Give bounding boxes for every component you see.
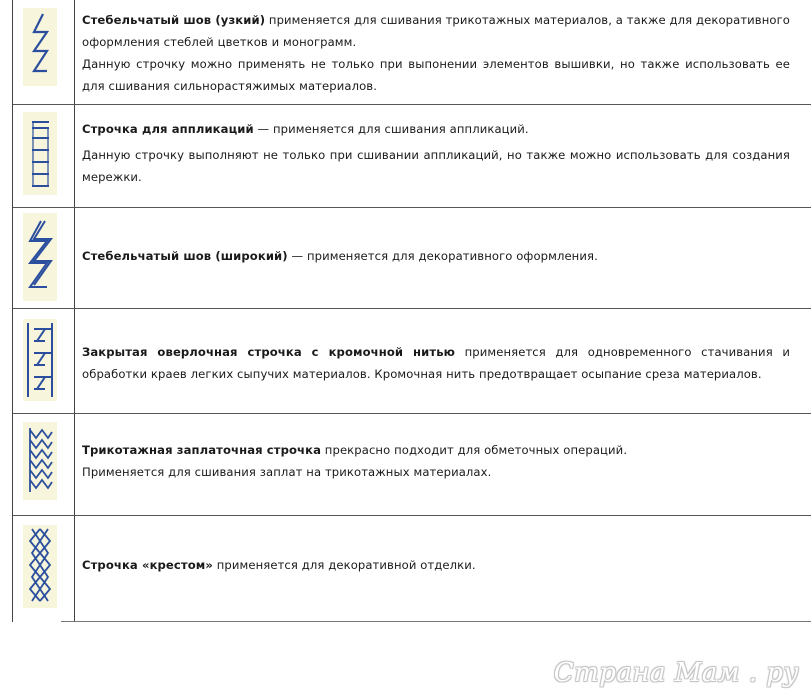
stitch-title: Закрытая оверлочная строчка с кромочной нитью bbox=[82, 345, 456, 359]
stitch-description bbox=[82, 439, 790, 483]
icon-cell bbox=[13, 208, 75, 308]
icon-cell bbox=[13, 309, 75, 413]
stitch-description bbox=[82, 118, 790, 188]
stitch-lead: применяется для одновременного стачивания и обработки краев легких сыпучих материалов. Кромочная нить предотвращает осыпание среза материалов. bbox=[82, 345, 790, 381]
stitch-lead: прекрасно подходит для обметочных операций. bbox=[321, 443, 628, 457]
stitch-title: Стебельчатый шов (узкий) bbox=[82, 13, 266, 27]
cross-stitch-icon bbox=[23, 525, 57, 608]
stitch-detail: Применяется для сшивания заплат на трикотажных материалах. bbox=[82, 465, 492, 479]
stitch-description bbox=[82, 554, 790, 576]
icon-cell bbox=[13, 0, 75, 104]
stitch-description bbox=[82, 9, 790, 97]
stitch-title: Строчка «крестом» bbox=[82, 558, 213, 572]
stitch-detail: Данную строчку выполняют не только при сшивании аппликаций, но также можно использовать для создания мережки. bbox=[82, 148, 790, 184]
closed-overlock-stitch-icon bbox=[23, 319, 57, 401]
applique-stitch-icon bbox=[23, 112, 57, 195]
stem-stitch-wide-icon bbox=[23, 213, 57, 301]
stitch-detail: Данную строчку можно применять не только при выпонении элементов вышивки, но также использовать ее для сшивания сильнорастяжимых материалов. bbox=[82, 57, 790, 93]
stitch-lead: — применяется для сшивания аппликаций. bbox=[253, 122, 529, 136]
stitch-row-6 bbox=[13, 516, 811, 622]
knit-patch-stitch-icon bbox=[23, 422, 57, 500]
stitch-lead: применяется для сшивания трикотажных материалов, а также для декоративного оформления стеблей цветков и монограмм. bbox=[82, 13, 790, 49]
icon-cell bbox=[13, 516, 75, 622]
stitch-row-1 bbox=[13, 0, 811, 105]
site-watermark: Страна Мам . ру bbox=[553, 658, 799, 688]
stitch-title: Трикотажная заплаточная строчка bbox=[82, 443, 322, 457]
stitch-title: Строчка для аппликаций bbox=[82, 122, 254, 136]
stitch-row-5 bbox=[13, 414, 811, 516]
icon-cell bbox=[13, 105, 75, 207]
stitch-description bbox=[82, 341, 790, 385]
stitch-lead: — применяется для декоративного оформления. bbox=[287, 249, 598, 263]
stitch-row-3 bbox=[13, 208, 811, 309]
table-bottom-border bbox=[61, 621, 811, 622]
stem-stitch-narrow-icon bbox=[23, 8, 57, 86]
stitch-table bbox=[12, 0, 811, 622]
stitch-lead: применяется для декоративной отделки. bbox=[212, 558, 476, 572]
stitch-row-2 bbox=[13, 105, 811, 208]
stitch-description bbox=[82, 245, 790, 267]
stitch-title: Стебельчатый шов (широкий) bbox=[82, 249, 288, 263]
stitch-row-4 bbox=[13, 309, 811, 414]
icon-cell bbox=[13, 414, 75, 515]
